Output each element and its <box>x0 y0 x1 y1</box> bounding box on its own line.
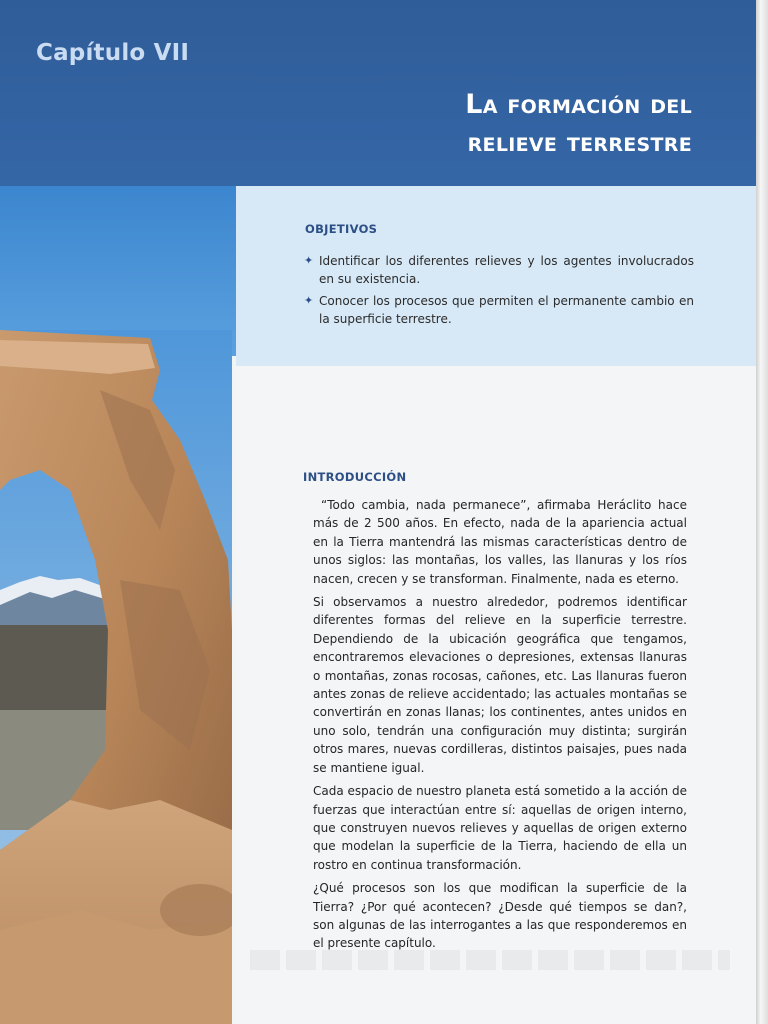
objectives-heading: OBJETIVOS <box>305 222 378 236</box>
objective-item <box>304 292 694 328</box>
introduction-body <box>313 496 687 958</box>
objective-text: Conocer los procesos que permiten el permanente cambio en la superficie terrestre. <box>319 294 694 326</box>
intro-paragraph: “Todo cambia, nada permanece”, afirmaba Heráclito hace más de 2 500 años. En efecto, nada de la apariencia actual en la Tierra mantendrá las mismas características dentro de unos siglos: las montañas, los valles, las llanuras y los ríos nacen, crecen y se transforman. Finalmente, nada es eterno. <box>313 498 687 586</box>
page-edge <box>756 0 768 1024</box>
objective-item <box>304 252 694 288</box>
intro-paragraph: Cada espacio de nuestro planeta está sometido a la acción de fuerzas que interactúan entre sí: aquellas de origen interno, que construyen nuevos relieves y aquellas de origen externo que modelan la superficie de la Tierra, haciendo de ella un rostro en continua transformación. <box>313 784 687 872</box>
intro-paragraph: Si observamos a nuestro alrededor, podremos identificar diferentes formas del relieve en la superficie terrestre. Dependiendo de la ubicación geográfica que tengamos, encontraremos elevaciones o depresiones, extensas llanuras o montañas, zonas rocosas, cañones, etc. Las llanuras fueron antes zonas de relieve accidentado; las actuales montañas se convertirán en zonas llanas; los continentes, antes unidos en uno solo, tendrán una configuración muy distinta; surgirán otros mares, nuevas cordilleras, distintos paisajes, pues nada se mantiene igual. <box>313 595 687 775</box>
objective-text: Identificar los diferentes relieves y los agentes involucrados en su existencia. <box>319 254 694 286</box>
chapter-title-line-1: La formación del <box>465 89 692 120</box>
star-bullet-icon: ✦ <box>304 294 314 307</box>
intro-paragraph: ¿Qué procesos son los que modifican la superficie de la Tierra? ¿Por qué acontecen? ¿Desde qué tiempos se dan?, son algunas de las interrogantes a las que responderemos en el presente capítulo. <box>313 881 687 951</box>
introduction-heading: INTRODUCCIÓN <box>303 470 407 484</box>
objectives-list <box>304 252 694 332</box>
rock-arch-photo <box>0 330 232 1024</box>
chapter-title <box>465 86 692 162</box>
chapter-title-line-2: relieve terrestre <box>467 127 692 158</box>
chapter-label: Capítulo VII <box>36 40 190 66</box>
star-bullet-icon: ✦ <box>304 254 314 267</box>
